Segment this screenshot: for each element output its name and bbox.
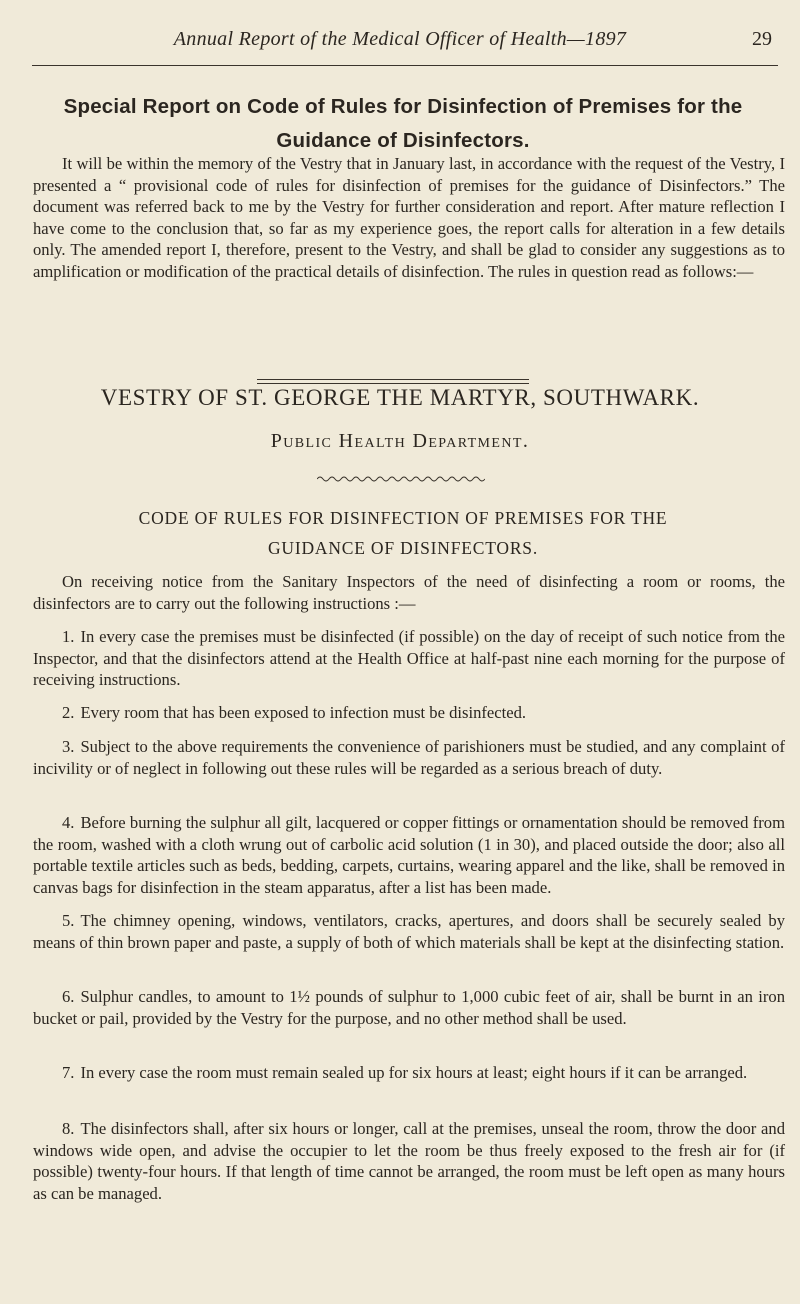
page-number: 29 xyxy=(752,28,772,50)
rule-7 xyxy=(33,1062,785,1084)
rule-text: Sulphur candles, to amount to 1½ pounds of sulphur to 1,000 cubic feet of air, shall be burnt in an iron bucket or pail, provided by the Vestry for the purpose, and no other method shall be used. xyxy=(33,987,785,1028)
rule-text: Before burning the sulphur all gilt, lacquered or copper fittings or ornamentation should be removed from the room, washed with a cloth wrung out of carbolic acid solution (1 in 30), and placed outside the door; also all portable textile articles such as beds, bedding, carpets, curtains, wearing apparel and the like, shall be removed in canvas bags for disinfection in the steam apparatus, after a list has been made. xyxy=(33,813,785,897)
rule-6 xyxy=(33,986,785,1029)
code-heading xyxy=(28,503,778,563)
report-title-line-1: Special Report on Code of Rules for Disinfection of Premises for the xyxy=(63,95,743,118)
department-heading: Public Health Department. xyxy=(270,430,530,452)
rule-text: Subject to the above requirements the convenience of parishioners must be studied, and any complaint of incivility or of neglect in following out these rules will be regarded as a serious breach of duty. xyxy=(33,737,785,778)
code-heading-line-2: GUIDANCE OF DISINFECTORS. xyxy=(267,538,539,558)
wavy-divider xyxy=(317,474,485,484)
running-head xyxy=(0,20,800,60)
rule-text: Every room that has been exposed to infection must be disinfected. xyxy=(80,703,527,722)
rule-8 xyxy=(33,1118,785,1204)
rule-1 xyxy=(33,626,785,691)
report-title-line-2: Guidance of Disinfectors. xyxy=(276,129,530,152)
section-divider xyxy=(257,379,529,384)
rule-text: The chimney opening, windows, ventilators, cracks, apertures, and doors shall be securely sealed by means of thin brown paper and paste, a supply of both of which materials shall be kept at the disinfecting station. xyxy=(33,911,785,952)
rule-number: 7. xyxy=(62,1063,75,1082)
running-title: Annual Report of the Medical Officer of Health—1897 xyxy=(173,28,627,50)
rule-5 xyxy=(33,910,785,953)
rule-number: 3. xyxy=(62,737,75,756)
rule-number: 2. xyxy=(62,703,75,722)
rule-number: 1. xyxy=(62,627,75,646)
intro-paragraph: It will be within the memory of the Vestry that in January last, in accordance with the request of the Vestry, I presented a “ provisional code of rules for disinfection of premises for the guidance of Disinfectors.” The document was referred back to me by the Vestry for further consideration and report. After mature reflection I have come to the conclusion that, so far as my experience goes, the report calls for alteration in a few details only. The amended report I, therefore, present to the Vestry, and shall be glad to consider any suggestions as to amplification or modification of the practical details of disinfection. The rules in question read as follows:— xyxy=(33,154,785,281)
report-title xyxy=(28,90,778,158)
rule-number: 6. xyxy=(62,987,75,1006)
header-divider xyxy=(32,65,778,66)
rule-number: 4. xyxy=(62,813,75,832)
rule-4 xyxy=(33,812,785,898)
rule-number: 5. xyxy=(62,911,75,930)
code-heading-line-1: CODE OF RULES FOR DISINFECTION OF PREMISES FOR THE xyxy=(138,508,668,528)
rule-2 xyxy=(33,702,785,724)
rule-number: 8. xyxy=(62,1119,75,1138)
rule-text: In every case the room must remain sealed up for six hours at least; eight hours if it can be arranged. xyxy=(80,1063,748,1082)
rule-text: In every case the premises must be disinfected (if possible) on the day of receipt of such notice from the Inspector, and that the disinfectors attend at the Health Office at half-past nine each morning for the purpose of receiving instructions. xyxy=(33,627,785,690)
preamble-paragraph: On receiving notice from the Sanitary Inspectors of the need of disinfecting a room or rooms, the disinfectors are to carry out the following instructions :— xyxy=(33,572,785,613)
rule-text: The disinfectors shall, after six hours or longer, call at the premises, unseal the room, throw the door and windows wide open, and advise the occupier to let the room be thus freely exposed to the fresh air for (if possible) twenty-four hours. If that length of time cannot be arranged, the room must be left open as many hours as can be managed. xyxy=(33,1119,785,1203)
rule-3 xyxy=(33,736,785,779)
vestry-heading: VESTRY OF ST. GEORGE THE MARTYR, SOUTHWARK. xyxy=(100,385,700,410)
